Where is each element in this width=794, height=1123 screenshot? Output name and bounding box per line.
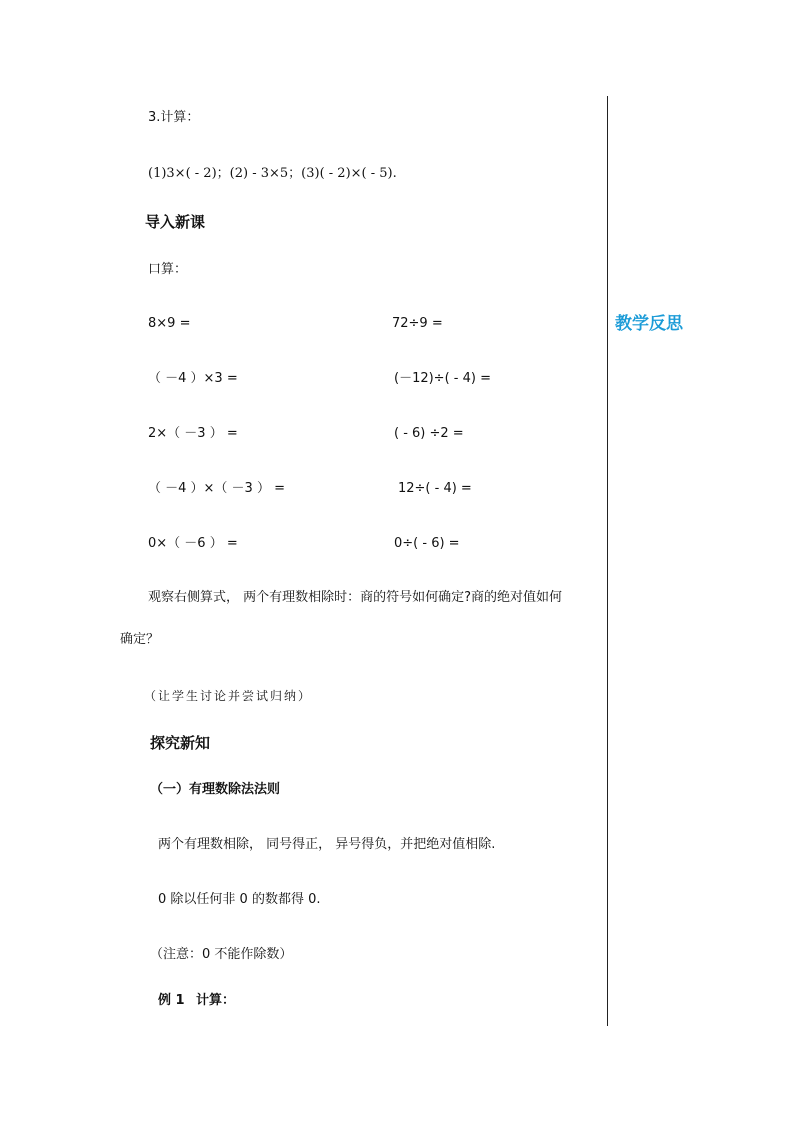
discussion-note: （让学生讨论并尝试归纳） — [144, 689, 313, 703]
oral-left-2: （ －4 ）×3 = — [148, 371, 238, 386]
oral-right-5: 0÷( - 6) = — [394, 536, 460, 551]
oral-right-1: 72÷9 = — [392, 316, 443, 331]
intro-heading: 导入新课 — [145, 213, 206, 231]
oral-left-1: 8×9 = — [148, 316, 191, 331]
oral-left-3: 2×（ －3 ） = — [148, 426, 238, 441]
column-divider — [607, 96, 608, 1026]
question-line-2: 确定？ — [120, 632, 160, 647]
section3-title: 3.计算： — [148, 110, 200, 125]
oral-right-2: (－12)÷( - 4) = — [394, 371, 491, 386]
oral-left-4: （ －4 ）×（ －3 ） = — [148, 481, 285, 496]
oral-right-3: ( - 6) ÷2 = — [394, 426, 464, 441]
explore-heading: 探究新知 — [150, 734, 211, 752]
example-label: 例 1 — [158, 993, 185, 1008]
section3-problems: (1)3×( - 2)；(2) - 3×5；(3)( - 2)×( - 5). — [148, 166, 397, 181]
division-rule-heading: （一）有理数除法法则 — [150, 782, 281, 797]
division-note: （注意：0 不能作除数） — [150, 947, 293, 962]
question-line-1: 观察右侧算式， 两个有理数相除时：商的符号如何确定?商的绝对值如何 — [148, 590, 563, 605]
oral-label: 口算： — [148, 262, 188, 277]
division-rule-1: 两个有理数相除， 同号得正， 异号得负，并把绝对值相除. — [158, 837, 496, 852]
oral-left-5: 0×（ －6 ） = — [148, 536, 238, 551]
division-rule-2: 0 除以任何非 0 的数都得 0. — [158, 892, 321, 907]
example-text: 计算： — [196, 993, 236, 1008]
sidebar-title: 教学反思 — [615, 314, 683, 334]
oral-right-4: 12÷( - 4) = — [398, 481, 472, 496]
